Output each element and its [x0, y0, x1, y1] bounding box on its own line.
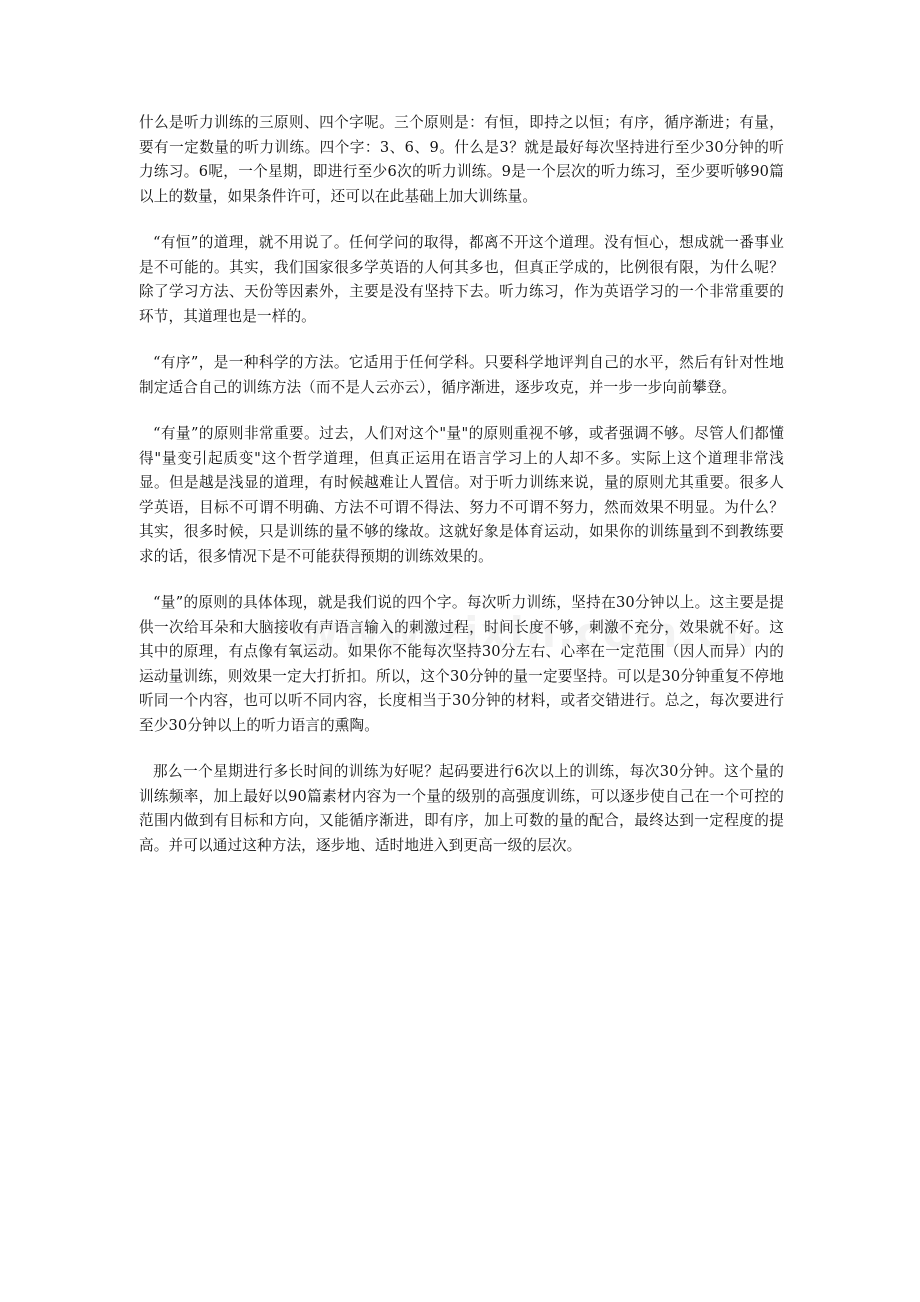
document-body [139, 111, 784, 880]
paragraph-intro: 什么是听力训练的三原则、四个字呢。三个原则是：有恒，即持之以恒；有序，循序渐进；有量，要有一定数量的听力训练。四个字：3、6、9。什么是3？就是最好每次坚持进行至少30分钟的听力练习。6呢，一个星期，即进行至少6次的听力训练。9是一个层次的听力练习，至少要听够90篇以上的数量，如果条件许可，还可以在此基础上加大训练量。 [139, 114, 784, 205]
paragraph-perseverance: “有恒”的道理，就不用说了。任何学问的取得，都离不开这个道理。没有恒心，想成就一番事业是不可能的。其实，我们国家很多学英语的人何其多也，但真正学成的，比例很有限，为什么呢？除了学习方法、天份等因素外，主要是没有坚持下去。听力练习，作为英语学习的一个非常重要的环节，其道理也是一样的。 [139, 234, 785, 325]
paragraph-weekly-plan: 那么一个星期进行多长时间的训练为好呢？起码要进行6次以上的训练，每次30分钟。这个量的训练频率，加上最好以90篇素材内容为一个量的级别的高强度训练，可以逐步使自己在一个可控的范围内做到有目标和方向，又能循序渐进，即有序，加上可数的量的配合，最终达到一定程度的提高。并可以通过这种方法，逐步地、适时地进入到更高一级的层次。 [139, 763, 784, 854]
paragraph-quantity-detail: “量”的原则的具体体现，就是我们说的四个字。每次听力训练，坚持在30分钟以上。这主要是提供一次给耳朵和大脑接收有声语言输入的刺激过程，时间长度不够，刺激不充分，效果就不好。这其中的原理，有点像有氧运动。如果你不能每次坚持30分左右、心率在一定范围（因人而异）内的运动量训练，则效果一定大打折扣。所以，这个30分钟的量一定要坚持。可以是30分钟重复不停地听同一个内容，也可以听不同内容，长度相当于30分钟的材料，或者交错进行。总之，每次要进行至少30分钟以上的听力语言的熏陶。 [139, 594, 784, 734]
paragraph-order: “有序”，是一种科学的方法。它适用于任何学科。只要科学地评判自己的水平，然后有针对性地制定适合自己的训练方法（而不是人云亦云），循序渐进，逐步攻克，并一步一步向前攀登。 [139, 354, 785, 396]
paragraph-quantity: “有量”的原则非常重要。过去，人们对这个"量"的原则重视不够，或者强调不够。尽管人们都懂得"量变引起质变"这个哲学道理，但真正运用在语言学习上的人却不多。实际上这个道理非常浅显。但是越是浅显的道理，有时候越难让人置信。对于听力训练来说，量的原则尤其重要。很多人学英语，目标不可谓不明确、方法不可谓不得法、努力不可谓不努力，然而效果不明显。为什么？其实，很多时候，只是训练的量不够的缘故。这就好象是体育运动，如果你的训练量到不到教练要求的话，很多情况下是不可能获得预期的训练效果的。 [139, 425, 784, 565]
